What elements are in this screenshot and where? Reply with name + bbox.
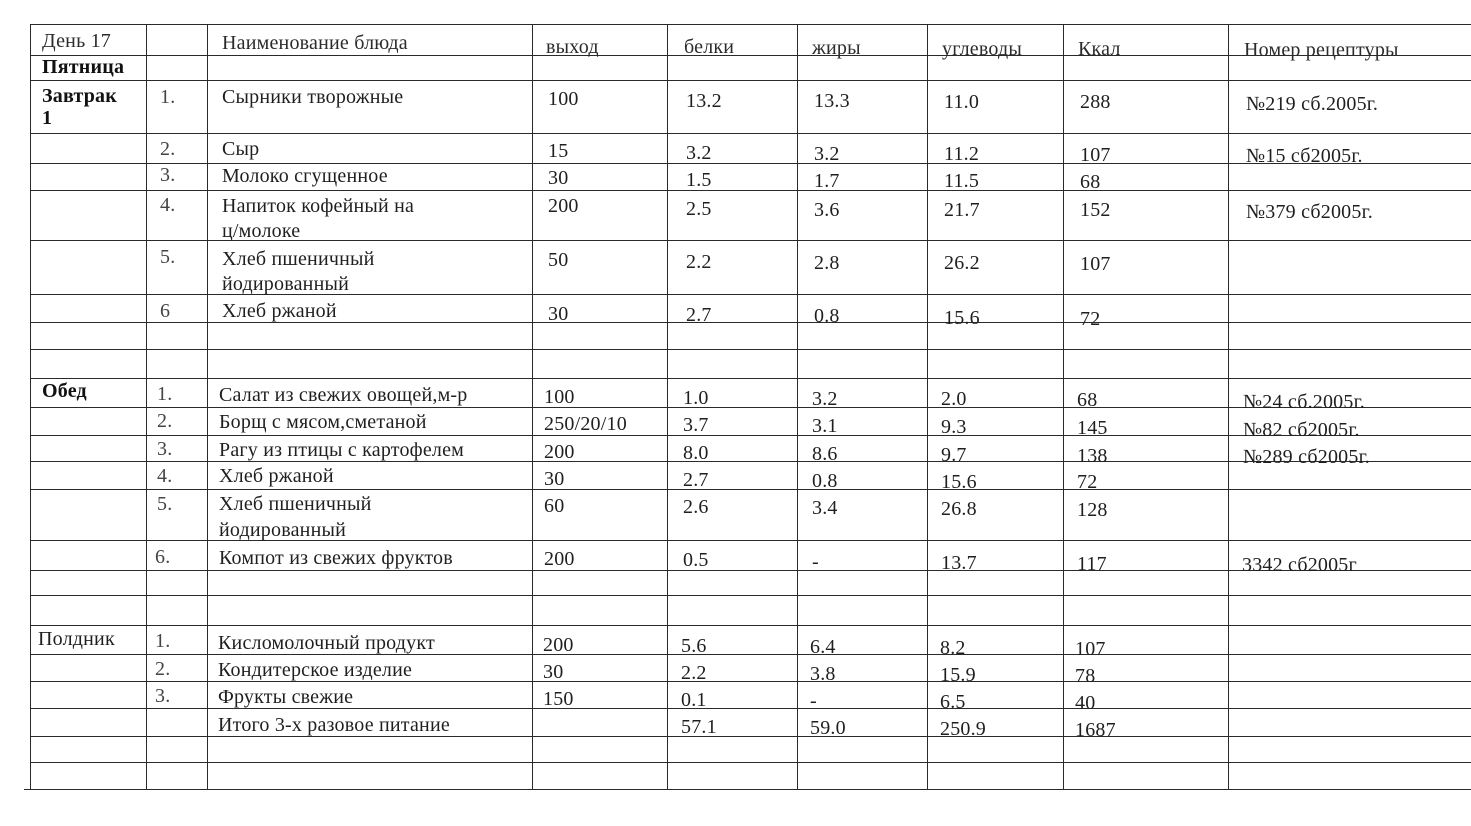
dish-kcal: 72: [1077, 471, 1098, 493]
dish-output: 30: [548, 167, 569, 189]
dish-proteins: 0.1: [681, 689, 707, 711]
total-carbs: 250.9: [940, 718, 986, 740]
grid-line: [207, 24, 208, 790]
dish-recipe: №289 сб2005г.: [1243, 446, 1370, 468]
grid-line: [30, 133, 1471, 134]
grid-line: [30, 625, 1471, 626]
dish-output: 30: [544, 468, 565, 490]
dish-carbs: 11.2: [944, 143, 980, 165]
dish-kcal: 117: [1077, 553, 1107, 575]
header-output: выход: [546, 36, 599, 58]
dish-proteins: 3.2: [686, 142, 712, 164]
row-number: 6.: [155, 546, 171, 568]
total-kcal: 1687: [1075, 719, 1116, 741]
row-number: 5.: [157, 493, 173, 515]
dish-output: 30: [543, 661, 564, 683]
dish-name: Кондитерское изделие: [218, 659, 413, 681]
dish-output: 100: [548, 88, 579, 110]
grid-line: [30, 80, 1471, 81]
grid-line: [30, 595, 1471, 596]
dish-fats: 3.2: [814, 143, 840, 165]
grid-line: [30, 24, 31, 790]
dish-kcal: 40: [1075, 692, 1096, 714]
dish-kcal: 72: [1080, 308, 1101, 330]
grid-line: [30, 489, 1471, 490]
dish-kcal: 107: [1080, 144, 1111, 166]
dish-recipe: №82 сб2005г.: [1243, 419, 1360, 441]
dish-kcal: 68: [1077, 389, 1098, 411]
row-number: 6: [160, 300, 171, 322]
row-number: 2.: [160, 138, 176, 160]
grid-line: [30, 349, 1471, 350]
row-number: 2.: [157, 410, 173, 432]
dish-carbs: 15.6: [941, 471, 977, 493]
dish-output: 200: [543, 634, 574, 656]
dish-recipe: 3342 сб2005г: [1242, 554, 1357, 576]
dish-name: Хлеб ржаной: [222, 300, 337, 322]
dish-carbs: 8.2: [940, 637, 966, 659]
dish-name-continued: ц/молоке: [222, 220, 301, 242]
dish-name: Фрукты свежие: [218, 686, 354, 708]
section-breakfast-label: Завтрак: [42, 85, 117, 107]
dish-recipe: №15 сб2005г.: [1246, 145, 1363, 167]
header-carbs: углеводы: [942, 38, 1022, 60]
section-lunch-label: Обед: [42, 380, 87, 402]
total-fats: 59.0: [810, 717, 846, 739]
grid-line: [30, 378, 1471, 379]
dish-fats: 3.4: [812, 497, 838, 519]
row-number: 4.: [157, 465, 173, 487]
dish-name: Салат из свежих овощей,м-р: [219, 384, 468, 406]
dish-name: Хлеб пшеничный: [219, 493, 372, 515]
dish-output: 100: [544, 386, 575, 408]
dish-name: Компот из свежих фруктов: [219, 547, 453, 569]
dish-proteins: 2.2: [681, 662, 707, 684]
dish-fats: -: [812, 551, 819, 573]
dish-kcal: 128: [1077, 499, 1108, 521]
grid-line: [1063, 24, 1064, 790]
dish-name: Борщ с мясом,сметаной: [219, 411, 427, 433]
row-number: 4.: [160, 194, 176, 216]
row-number: 1.: [157, 383, 173, 405]
dish-proteins: 0.5: [683, 549, 709, 571]
dish-fats: 3.2: [812, 388, 838, 410]
dish-name: Хлеб пшеничный: [222, 248, 375, 270]
dish-kcal: 145: [1077, 417, 1108, 439]
dish-fats: -: [810, 690, 817, 712]
dish-output: 150: [543, 688, 574, 710]
dish-kcal: 138: [1077, 445, 1108, 467]
dish-kcal: 68: [1080, 171, 1101, 193]
dish-carbs: 11.5: [944, 170, 980, 192]
grid-line: [667, 24, 668, 790]
grid-line: [30, 190, 1471, 191]
dish-output: 200: [544, 441, 575, 463]
dish-kcal: 152: [1080, 199, 1111, 221]
dish-recipe: №219 сб.2005г.: [1246, 93, 1379, 115]
dish-fats: 2.8: [814, 252, 840, 274]
dish-name: Напиток кофейный на: [222, 195, 415, 217]
dish-output: 60: [544, 495, 565, 517]
dish-output: 200: [548, 195, 579, 217]
dish-carbs: 13.7: [941, 552, 977, 574]
row-number: 1.: [160, 86, 176, 108]
dish-proteins: 5.6: [681, 635, 707, 657]
dish-proteins: 3.7: [683, 414, 709, 436]
dish-kcal: 107: [1080, 253, 1111, 275]
dish-carbs: 6.5: [940, 691, 966, 713]
dish-proteins: 8.0: [683, 442, 709, 464]
dish-fats: 0.8: [814, 305, 840, 327]
dish-carbs: 15.9: [940, 664, 976, 686]
dish-carbs: 9.3: [941, 416, 967, 438]
dish-name: Рагу из птицы с картофелем: [219, 439, 465, 461]
dish-kcal: 288: [1080, 91, 1111, 113]
grid-line: [24, 789, 1471, 790]
grid-line: [532, 24, 533, 790]
section-breakfast-number: 1: [42, 107, 53, 129]
dish-name: Хлеб ржаной: [219, 465, 334, 487]
header-recipe: Номер рецептуры: [1244, 39, 1399, 61]
dish-carbs: 2.0: [941, 388, 967, 410]
dish-proteins: 2.5: [686, 198, 712, 220]
row-number: 3.: [155, 685, 171, 707]
dish-output: 50: [548, 249, 569, 271]
dish-name-continued: йодированный: [219, 519, 347, 541]
dish-name: Сырники творожные: [222, 86, 404, 108]
section-snack-label: Полдник: [38, 628, 115, 650]
dish-output: 250/20/10: [544, 413, 627, 435]
total-proteins: 57.1: [681, 716, 717, 738]
dish-output: 15: [548, 140, 569, 162]
grid-line: [30, 24, 1471, 25]
dish-name: Кисломолочный продукт: [218, 632, 435, 654]
dish-fats: 1.7: [814, 170, 840, 192]
dish-fats: 8.6: [812, 443, 838, 465]
dish-output: 200: [544, 548, 575, 570]
dish-fats: 6.4: [810, 636, 836, 658]
dish-proteins: 13.2: [686, 90, 722, 112]
grid-line: [146, 24, 147, 790]
dish-carbs: 21.7: [944, 199, 980, 221]
dish-carbs: 9.7: [941, 444, 967, 466]
header-dish-name: Наименование блюда: [222, 32, 408, 54]
dish-fats: 13.3: [814, 90, 850, 112]
dish-name: Молоко сгущенное: [222, 165, 388, 187]
dish-kcal: 78: [1075, 665, 1096, 687]
header-day: День 17: [42, 30, 111, 52]
grid-line: [797, 24, 798, 790]
grid-line: [30, 762, 1471, 763]
dish-proteins: 2.2: [686, 251, 712, 273]
dish-kcal: 107: [1075, 638, 1106, 660]
dish-fats: 3.1: [812, 415, 838, 437]
dish-fats: 3.8: [810, 663, 836, 685]
header-kcal: Ккал: [1078, 38, 1121, 60]
dish-recipe: №24 сб.2005г.: [1243, 391, 1365, 413]
dish-recipe: №379 сб2005г.: [1246, 201, 1373, 223]
dish-name-continued: йодированный: [222, 273, 350, 295]
header-fats: жиры: [812, 37, 861, 59]
dish-carbs: 15.6: [944, 307, 980, 329]
dish-name: Сыр: [222, 138, 260, 160]
row-number: 2.: [155, 658, 171, 680]
header-proteins: белки: [684, 36, 735, 58]
dish-carbs: 26.8: [941, 498, 977, 520]
dish-fats: 0.8: [812, 470, 838, 492]
dish-fats: 3.6: [814, 199, 840, 221]
weekday-label: Пятница: [42, 56, 125, 78]
dish-output: 30: [548, 303, 569, 325]
grid-line: [927, 24, 928, 790]
row-number: 5.: [160, 246, 176, 268]
total-label: Итого 3-х разовое питание: [218, 714, 450, 736]
dish-proteins: 1.5: [686, 169, 712, 191]
dish-proteins: 2.6: [683, 496, 709, 518]
dish-proteins: 1.0: [683, 387, 709, 409]
dish-proteins: 2.7: [683, 469, 709, 491]
row-number: 1.: [155, 630, 171, 652]
dish-carbs: 11.0: [944, 91, 980, 113]
row-number: 3.: [160, 164, 176, 186]
grid-line: [1228, 24, 1229, 790]
dish-proteins: 2.7: [686, 304, 712, 326]
dish-carbs: 26.2: [944, 252, 980, 274]
row-number: 3.: [157, 438, 173, 460]
